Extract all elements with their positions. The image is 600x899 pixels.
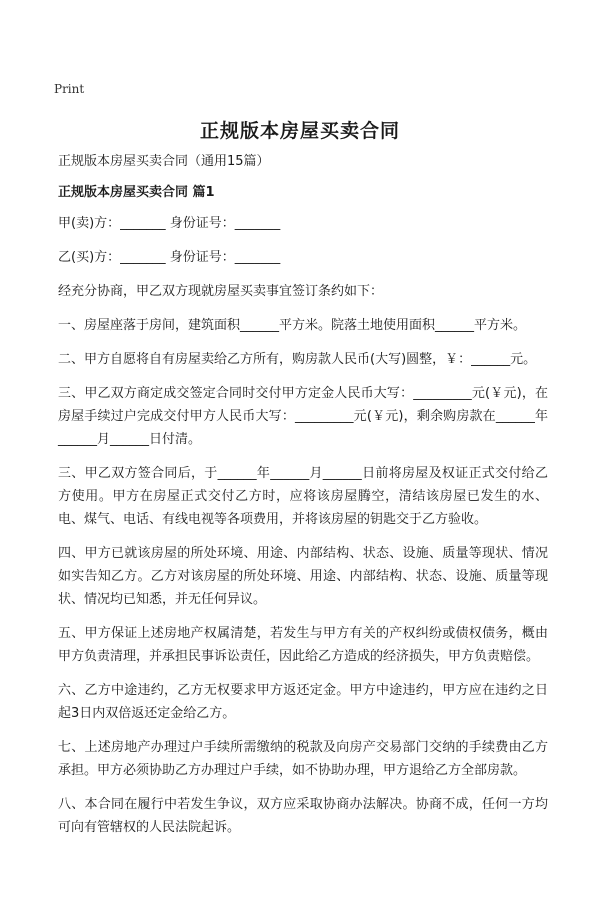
document-title: 正规版本房屋买卖合同	[199, 120, 400, 142]
clause-8: 八、本合同在履行中若发生争议，双方应采取协商办法解决。协商不成，任何一方均可向有管辖权的人民法院起诉。	[58, 797, 548, 835]
document-subtitle: 正规版本房屋买卖合同（通用15篇）	[58, 154, 270, 169]
clause-3-delivery: 三、甲乙双方签合同后，于______年______月______日前将房屋及权证正式交付给乙方使用。甲方在房屋正式交付乙方时，应将该房屋腾空，清结该房屋已发生的水、电、煤气、电话、有线电视等各项费用，并将该房屋的钥匙交于乙方验收。	[58, 466, 548, 527]
print-link[interactable]: Print	[54, 82, 85, 96]
party-b-line: 乙(买)方：_______ 身份证号：_______	[58, 250, 281, 265]
clause-6: 六、乙方中途违约，乙方无权要求甲方返还定金。甲方中途违约，甲方应在违约之日起3日内双倍返还定金给乙方。	[58, 683, 548, 721]
clause-4: 四、甲方已就该房屋的所处环境、用途、内部结构、状态、设施、质量等现状、情况如实告知乙方。乙方对该房屋的所处环境、用途、内部结构、状态、设施、质量等现状、情况均已知悉，并无任何异议。	[58, 546, 548, 607]
clause-5: 五、甲方保证上述房地产权属清楚，若发生与甲方有关的产权纠纷或债权债务，概由甲方负责清理，并承担民事诉讼责任，因此给乙方造成的经济损失，甲方负责赔偿。	[58, 626, 548, 664]
party-a-line: 甲(卖)方：_______ 身份证号：_______	[58, 216, 281, 231]
clause-7: 七、上述房地产办理过户手续所需缴纳的税款及向房产交易部门交纳的手续费由乙方承担。甲方必须协助乙方办理过户手续，如不协助办理，甲方退给乙方全部房款。	[58, 740, 548, 778]
clause-1: 一、房屋座落于房间，建筑面积______平方米。院落土地使用面积______平方米。	[58, 318, 527, 333]
clause-2: 二、甲方自愿将自有房屋卖给乙方所有，购房款人民币(大写)圆整，￥：______元。	[58, 352, 537, 367]
clause-3-payment: 三、甲乙双方商定成交签定合同时交付甲方定金人民币大写：_________元(￥元)，在房屋手续过户完成交付甲方人民币大写：_________元(￥元)，剩余购房款在______年______月______日付清。	[58, 386, 548, 447]
contract-intro: 经充分协商，甲乙双方现就房屋买卖事宜签订条约如下：	[58, 284, 384, 299]
document-body	[58, 150, 548, 850]
section-heading: 正规版本房屋买卖合同 篇1	[58, 185, 215, 200]
